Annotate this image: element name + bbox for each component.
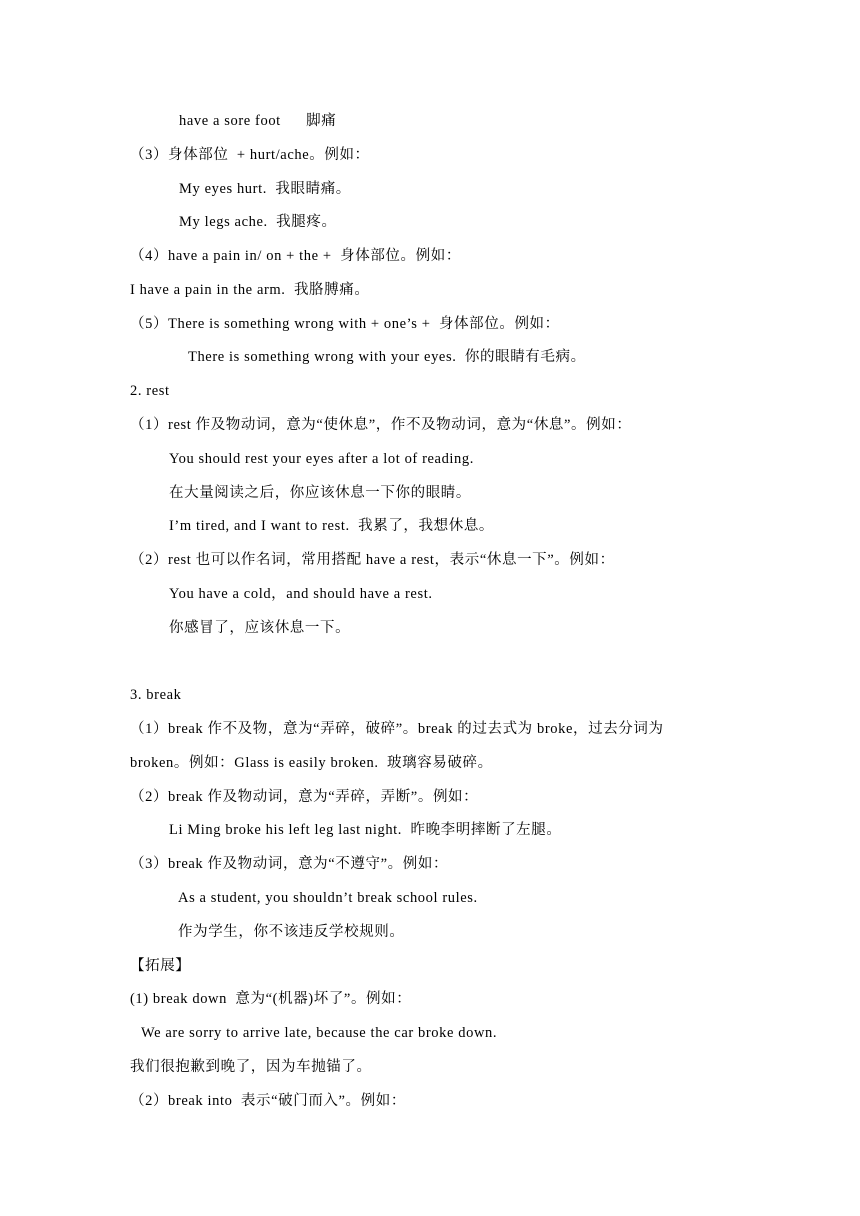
- text-line: （2）break into 表示“破门而入”。例如：: [130, 1093, 406, 1109]
- text-line: （4）have a pain in/ on + the + 身体部位。例如：: [130, 248, 461, 264]
- text-line: （3）break 作及物动词，意为“不遵守”。例如：: [130, 856, 449, 872]
- text-line: have a sore foot 脚痛: [179, 113, 337, 129]
- text-line: （2）rest 也可以作名词，常用搭配 have a rest，表示“休息一下”。例如：: [130, 552, 615, 568]
- text-line: 你感冒了，应该休息一下。: [169, 620, 351, 636]
- section-heading: 2. rest: [130, 383, 170, 399]
- text-line: Li Ming broke his left leg last night. 昨晚李明摔断了左腿。: [169, 822, 562, 838]
- section-heading: 3. break: [130, 687, 182, 703]
- text-line: I have a pain in the arm. 我胳膊痛。: [130, 282, 370, 298]
- text-line: My eyes hurt. 我眼睛痛。: [179, 181, 351, 197]
- text-line: （2）break 作及物动词，意为“弄碎，弄断”。例如：: [130, 789, 479, 805]
- text-line: broken。例如：Glass is easily broken. 玻璃容易破碎。: [130, 755, 493, 771]
- text-line: We are sorry to arrive late, because the car broke down.: [141, 1025, 498, 1041]
- extension-heading: 【拓展】: [130, 958, 191, 974]
- text-line: 在大量阅读之后，你应该休息一下你的眼睛。: [169, 485, 471, 501]
- text-line: (1) break down 意为“(机器)坏了”。例如：: [130, 991, 412, 1007]
- text-line: （3）身体部位 + hurt/ache。例如：: [130, 147, 370, 163]
- text-line: （1）break 作不及物，意为“弄碎，破碎”。break 的过去式为 broke，过去分词为: [130, 721, 664, 737]
- text-line: My legs ache. 我腿疼。: [179, 214, 337, 230]
- text-line: You have a cold，and should have a rest.: [169, 586, 433, 602]
- text-line: 我们很抱歉到晚了，因为车抛锚了。: [130, 1059, 372, 1075]
- text-line: I’m tired, and I want to rest. 我累了，我想休息。: [169, 518, 495, 534]
- text-line: （5）There is something wrong with + one’s + 身体部位。例如：: [130, 316, 560, 332]
- text-line: As a student, you shouldn’t break school rules.: [178, 890, 478, 906]
- text-line: You should rest your eyes after a lot of reading.: [169, 451, 474, 467]
- text-line: （1）rest 作及物动词，意为“使休息”，作不及物动词，意为“休息”。例如：: [130, 417, 632, 433]
- text-line: There is something wrong with your eyes. 你的眼睛有毛病。: [188, 349, 586, 365]
- text-line: 作为学生，你不该违反学校规则。: [178, 924, 405, 940]
